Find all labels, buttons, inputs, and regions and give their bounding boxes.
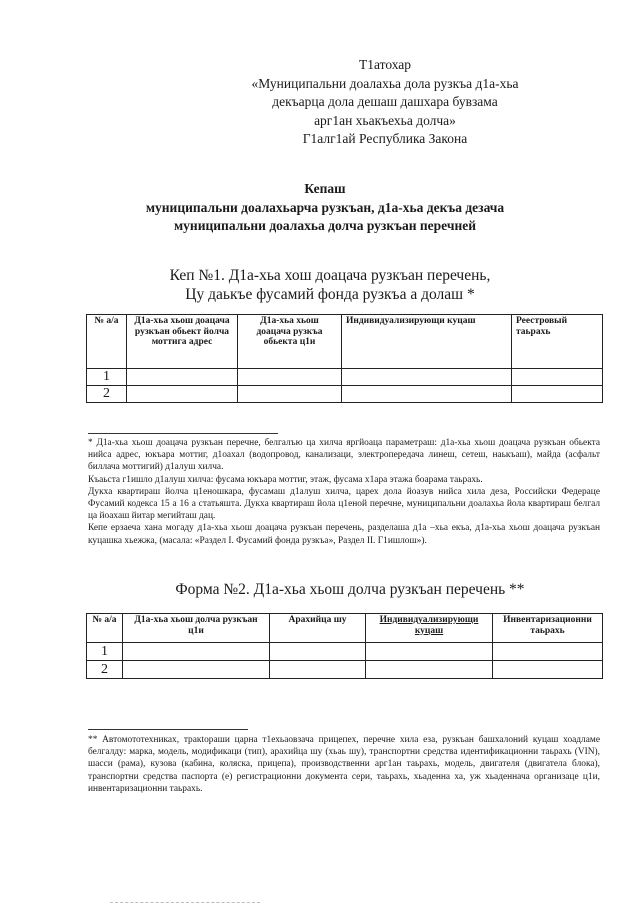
table-cell: [123, 661, 270, 679]
footnote-paragraph: Къаьста г1ишло д1алуш хилча: фусама юкъара моттиг, этаж, фусама х1ара этажа боарама таьрахь.: [88, 474, 483, 485]
header-line: Т1атохар: [358, 57, 412, 72]
footnote-divider: [88, 729, 248, 730]
row-number: 2: [87, 661, 123, 679]
footnote-paragraph: Кепе ерзаеча хана могаду д1а-хьа хьош доацача рузкъан перечень, разделаша д1а –хьа екъа, д1а-хьа хьош доацача рузкъан куцашка хьежжа, (масала: «Раздел I. Фусамий фонда рузкъа», Раздел II. Г1ишлош»).: [88, 523, 600, 546]
header-line: «Муниципальни доалахьа дола рузкъа д1а-хьа: [251, 75, 519, 91]
footnote-divider: [88, 433, 278, 434]
row-number: 1: [87, 643, 123, 661]
footnote-paragraph: Дукха квартираш йолча ц1еношкара, фусамаш д1алуш хилча, царех дола йоазув нийса хила деза, Российски Федераце Фусамий кодекса 15 а 16 а статьяшта. Дукха квартираш йола ц1еной перечне, муниципальни доалахьа йола квартираш белгал ца йоахаш йитар мегийташ дац.: [88, 486, 600, 522]
form2-table: [86, 613, 603, 679]
table-row: [87, 369, 603, 386]
footnote-1: [88, 437, 600, 547]
title-line: муниципальни доалахьарча рузкъан, д1а-хьа декъа дезача: [145, 200, 505, 215]
header-line: декъарца дола дешаш дашхара бувзама: [272, 94, 498, 109]
table-cell: [342, 386, 512, 403]
column-header: Индивидуализирующи куцаш: [366, 614, 493, 643]
table-cell: [493, 643, 603, 661]
column-header: Индивидуализирующи куцаш: [342, 315, 512, 369]
law-reference-header: [235, 56, 535, 149]
table-cell: [238, 386, 342, 403]
table-row: [87, 661, 603, 679]
table-cell: [512, 386, 603, 403]
column-header: № а/а: [87, 614, 123, 643]
form1-table: [86, 314, 603, 403]
table-row: [87, 386, 603, 403]
title-line: муниципальни доалахьа долча рузкъан перечней: [173, 218, 476, 233]
table-cell: [123, 643, 270, 661]
column-header: Арахийца шу: [270, 614, 366, 643]
column-header: Д1а-хьа хьош долча рузкъан ц1и: [123, 614, 270, 643]
footnote-paragraph: ** Автомототехниках, тракtoраши царна т1ехьаовзача прицепех, перечне хила еза, рузкъан башхалоний куцаш хоадламе белгалду: марка, модель, модификаци (тип), арахийца шу (хьаь шу), транспортни средства идентификационни таьрахь (VIN), шасси (рама), кузова (кабина, коляска, прицепа), производственни арг1ан таьрахь, модель, двигателя (двигатела блока), транспортни средства паспорта (е) регистрационни документа сери, таьрахь, хьаденна ха, уж хьаденнача организаце ц1и, инвентаризационни таьрахь.: [88, 735, 600, 794]
document-title: [80, 180, 570, 235]
table-cell: [238, 369, 342, 386]
column-header: Д1а-хьа хьош доацача рузкъан обьект йолча моттига адрес: [127, 315, 238, 369]
column-header: № а/а: [87, 315, 127, 369]
footnote-paragraph: * Д1а-хьа хьош доацача рузкъан перечне, белгалъю ца хилча яргйоаца параметраш: д1а-хьа хьош доацача рузкъан обьекта нийса адрес, юкъара моттиг, д1оахал (водопровод, канализаци, электропередача линеш, сетеш, наькъаш), майда (асфальт биллача моттигий) д1алуш хилча.: [88, 438, 600, 473]
form1-heading-line: Цу даькъе фусамий фонда рузкъа а долаш *: [185, 286, 475, 303]
table-cell: [366, 661, 493, 679]
table-cell: [270, 643, 366, 661]
row-number: 2: [87, 386, 127, 403]
table-row: [87, 643, 603, 661]
form1-heading: [90, 266, 570, 304]
scan-artifact-line: [110, 902, 260, 903]
column-header: Реестровый таьрахь: [512, 315, 603, 369]
table-cell: [127, 369, 238, 386]
table-cell: [493, 661, 603, 679]
header-line: арг1ан хьакъехьа долча»: [314, 112, 456, 128]
form1-heading-line: Кеп №1. Д1а-хьа хош доацача рузкъан перечень,: [169, 267, 491, 284]
table-cell: [342, 369, 512, 386]
table-header-row: [87, 614, 603, 643]
row-number: 1: [87, 369, 127, 386]
title-line: Кепаш: [304, 181, 346, 196]
header-line: Г1алг1ай Республика Закона: [302, 131, 468, 146]
column-header: Д1а-хьа хьош доацача рузкъа обьекта ц1и: [238, 315, 342, 369]
table-cell: [366, 643, 493, 661]
table-cell: [512, 369, 603, 386]
column-header: Инвентаризационни таьрахь: [493, 614, 603, 643]
table-header-row: [87, 315, 603, 369]
table-cell: [270, 661, 366, 679]
table-cell: [127, 386, 238, 403]
footnote-2: [88, 734, 600, 795]
form2-heading: Форма №2. Д1а-хьа хьош долча рузкъан перечень **: [175, 581, 525, 598]
